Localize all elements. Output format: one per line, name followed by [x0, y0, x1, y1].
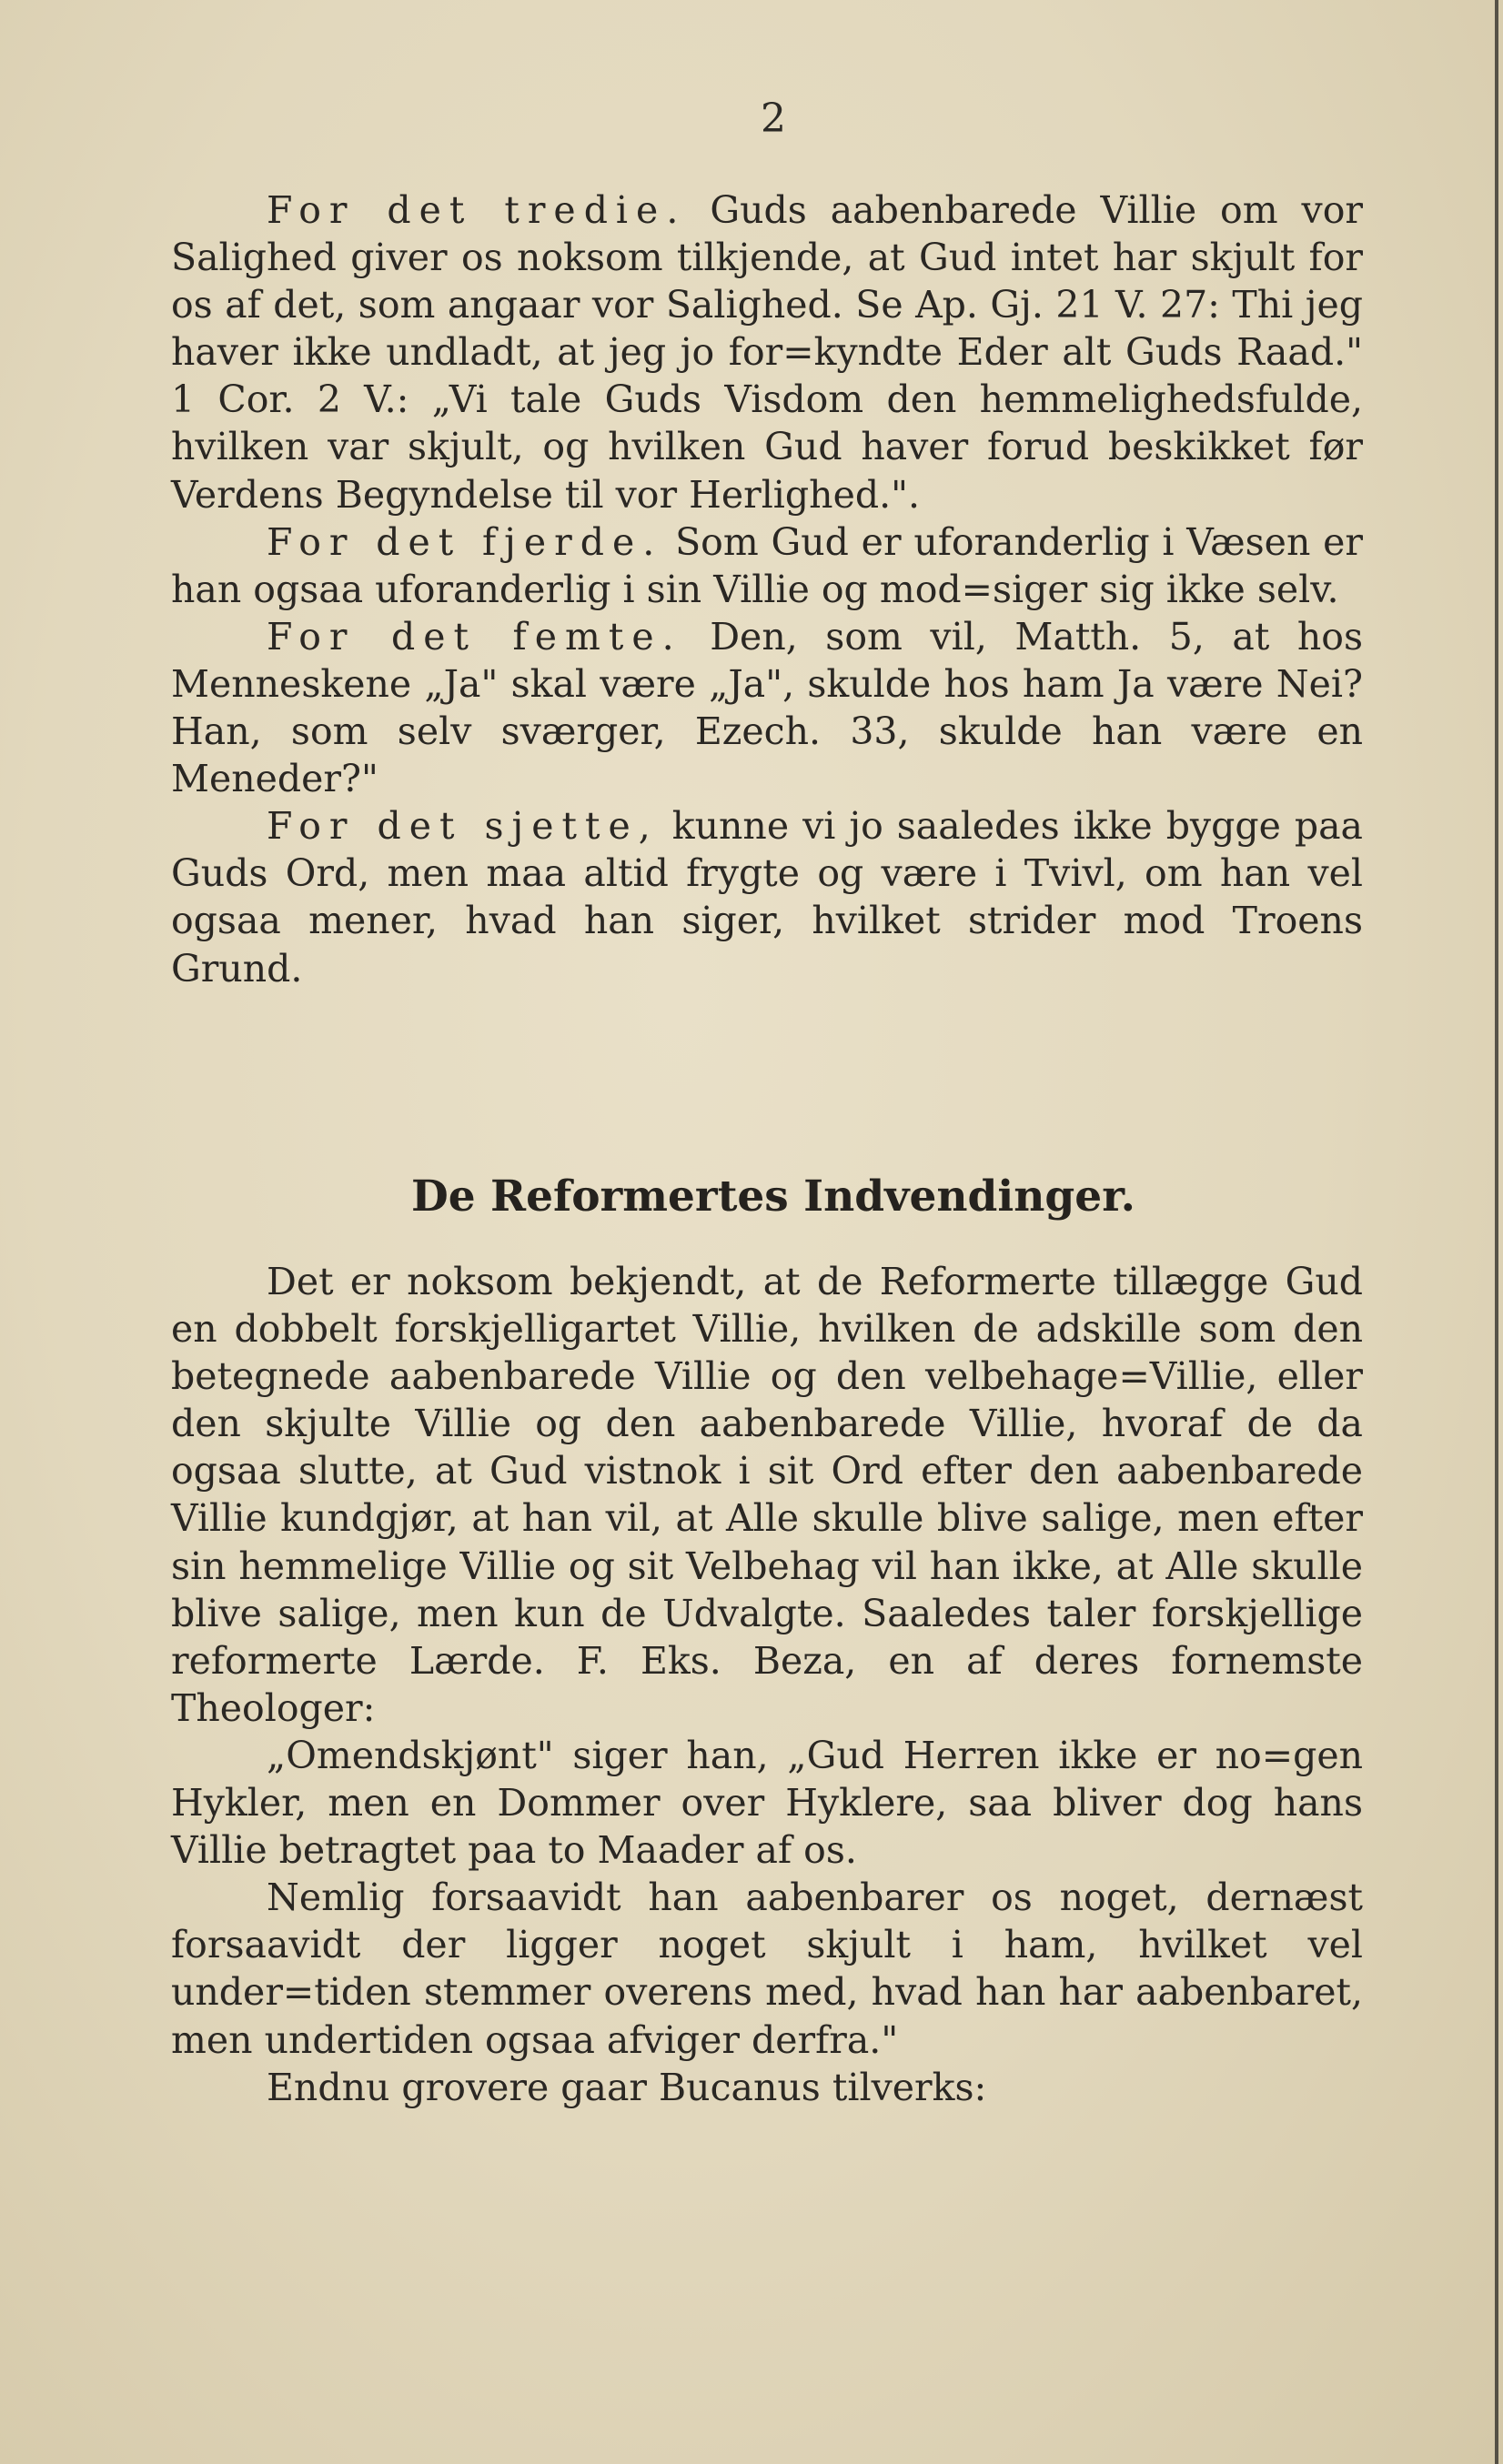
paragraph-fifth-reason	[171, 613, 1363, 802]
objections-section	[171, 1258, 1363, 2111]
page-number: 2	[761, 96, 786, 142]
paragraph-beza-quote-continued: Nemlig forsaavidt han aabenbarer os noget, dernæst forsaavidt der ligger noget skjult i ham, hvilket vel under=tiden stemmer overens med, hvad han har aabenbaret, men undertiden ogsaa afviger derfra."	[171, 1876, 1363, 2062]
sixth-reason-label: For det sjette,	[267, 804, 659, 849]
third-reason-text: Guds aabenbarede Villie om vor Salighed giver os noksom tilkjende, at Gud intet har skjult for os af det, som angaar vor Salighed. Se Ap. Gj. 21 V. 27: Thi jeg haver ikke undladt, at jeg jo for=kyndte Eder alt Guds Raad." 1 Cor. 2 V.: „Vi tale Guds Visdom den hemmelighedsfulde, hvilken var skjult, og hvilken Gud haver forud beskikket før Verdens Begyndelse til vor Herlighed.".	[171, 188, 1363, 517]
paragraph-objections-intro: Det er noksom bekjendt, at de Reformerte tillægge Gud en dobbelt forskjelligartet Villie, hvilken de adskille som den betegnede aabenbarede Villie og den velbehage=Villie, eller den skjulte Villie og den aabenbarede Villie, hvoraf de da ogsaa slutte, at Gud vistnok i sit Ord efter den aabenbarede Villie kundgjør, at han vil, at Alle skulle blive salige, men efter sin hemmelige Villie og sit Velbehag vil han ikke, at Alle skulle blive salige, men kun de Udvalgte. Saaledes taler forskjellige reformerte Lærde. F. Eks. Beza, en af deres fornemste Theologer:	[171, 1260, 1363, 1730]
fifth-reason-text: Den, som vil, Matth. 5, at hos Menneskene „Ja" skal være „Ja", skulde hos ham Ja være Nei? Han, som selv sværger, Ezech. 33, skulde han være en Meneder?"	[171, 614, 1363, 801]
paragraph-bucanus-intro: Endnu grovere gaar Bucanus tilverks:	[267, 2065, 987, 2109]
paragraph-beza-quote: „Omendskjønt" siger han, „Gud Herren ikke er no=gen Hykler, men en Dommer over Hyklere, saa bliver dog hans Villie betragtet paa to Maader af os.	[171, 1733, 1363, 1873]
sixth-reason-text: kunne vi jo saaledes ikke bygge paa Guds Ord, men maa altid frygte og være i Tvivl, om han vel ogsaa mener, hvad han siger, hvilket strider mod Troens Grund.	[171, 804, 1363, 991]
third-reason-label: For det tredie.	[267, 188, 687, 232]
paragraph-fourth-reason	[171, 518, 1363, 613]
reasons-section	[171, 186, 1363, 992]
fifth-reason-label: For det femte.	[267, 614, 682, 659]
paragraph-sixth-reason	[171, 802, 1363, 991]
fourth-reason-label: For det fjerde.	[267, 519, 663, 564]
page-edge-rule	[1495, 0, 1498, 2464]
section-heading: De Reformertes Indvendinger.	[410, 1172, 1136, 1222]
paragraph-third-reason	[171, 186, 1363, 518]
fourth-reason-text: Som Gud er uforanderlig i Væsen er han ogsaa uforanderlig i sin Villie og mod=siger sig ikke selv.	[171, 519, 1363, 611]
